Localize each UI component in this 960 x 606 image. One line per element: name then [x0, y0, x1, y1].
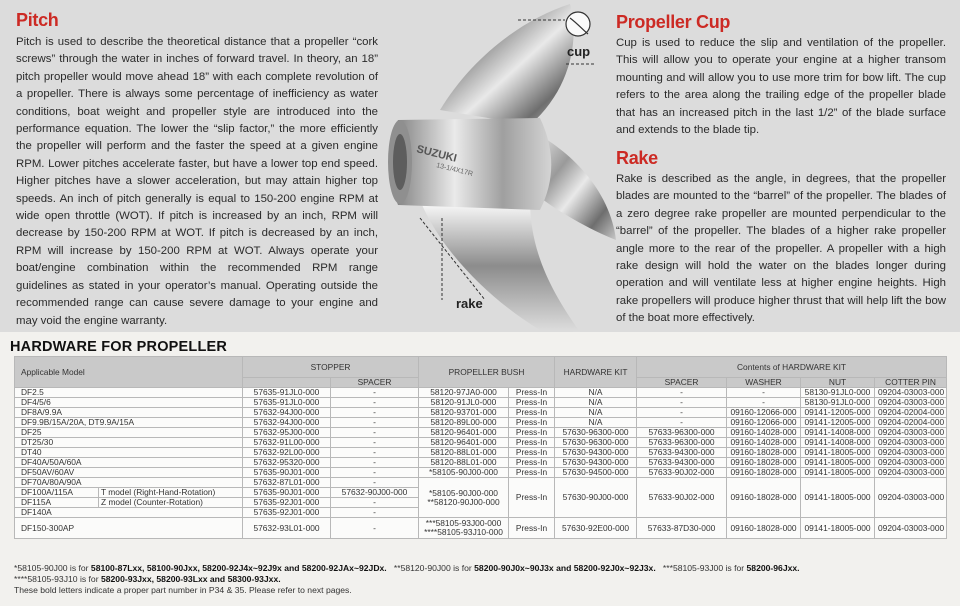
rake-title: Rake [616, 148, 658, 168]
table-row: DT40 57632-92L00-000 - 58120-88L01-000 Press-In 57630-94300-000 57633-94300-000 09160-18028-000 09141-18005-000 09204-03003-000 [15, 448, 947, 458]
cup-text: Cup is used to reduce the slip and ventilation of the propeller. This will allow you to operate your engine at a higher transom mounting and will allow you to use more trim for bow lift. The cup refers to the area along the trailing edge of the propeller blade that has an increased pitch in the last 1/2” of the blade surface and extends to the blade tip. [616, 37, 946, 137]
header-spacer: SPACER [331, 378, 419, 388]
header-stopper-part [243, 378, 331, 388]
cup-label: cup [567, 44, 591, 59]
table-header-row [15, 357, 947, 378]
hardware-title: HARDWARE FOR PROPELLER [10, 339, 228, 355]
footnote-line: These bold letters indicate a proper part number in P34 & 35. Please refer to next pages. [14, 585, 352, 595]
table-row: DF40A/50A/60A 57632-95320-000 - 58120-88L01-000 Press-In 57630-94300-000 57633-94300-000 09160-18028-000 09141-18005-000 09204-03003-000 [15, 458, 947, 468]
footnote-line: *58105-90J00 is for 58100-87Lxx, 58100-90Jxx, 58200-92J4x~92J9x and 58200-92JAx~92JDx. **58120-90J00 is for 58200-90J0x~90J3x and 58200-92J0x~92J3x. ***58105-93J00 is for 58200-96Jxx. [14, 563, 800, 573]
table-row: DF50AV/60AV 57635-90J01-000 - *58105-90J00-000 Press-In 57630-94500-000 57633-90J02-000 09160-18028-000 09141-18005-000 09204-03003-000 [15, 468, 947, 478]
table-row: DT25/30 57632-91L00-000 - 58120-96401-000 Press-In 57630-96300-000 57633-96300-000 09160-14028-000 09141-14008-000 09204-03003-000 [15, 438, 947, 448]
footnotes [14, 563, 954, 596]
table-row: DF115A Z model (Counter-Rotation) 57635-92J01-000 - [15, 498, 947, 508]
pitch-title: Pitch [16, 10, 59, 30]
table-row: DF100A/115A T model (Right-Hand-Rotation) 57635-90J01-000 57632-90J00-000 [15, 488, 947, 498]
rake-text: Rake is described as the angle, in degrees, that the propeller blades are mounted to the “barrel” of the propeller. The blades of a zero degree rake propeller are mounted perpendicular to the “barrel” of the propeller. The blades of a higher rake propeller angle more to the rear of the propeller. A propeller with a high rake design will hold the water on the blades longer during operation and will ventilate less at higher engine heights. High rake propellers will produce higher thrust that will help lift the bow of the boat more effectively. [616, 173, 946, 325]
hardware-table [14, 356, 947, 539]
header-model: Applicable Model [15, 357, 243, 388]
header-nut: NUT [801, 378, 875, 388]
header-pin: COTTER PIN [875, 378, 947, 388]
table-row: DF150-300AP 57632-93L01-000 - ***58105-93J00-000 ****58105-93J10-000 Press-In 57630-92E00-000 57633-87D30-000 09160-18028-000 09141-18005-000 09204-03003-000 [15, 518, 947, 539]
footnote-line: ****58105-93J10 is for 58200-93Jxx, 58200-93Lxx and 58300-93Jxx. [14, 574, 281, 584]
propeller-code-text: 13-1/4X17R [435, 162, 474, 178]
table-row: DF70A/80A/90A 57632-87L01-000 - *58105-90J00-000 **58120-90J00-000 Press-In 57630-90J00-000 57633-90J02-000 09160-18028-000 09141-18005-000 09204-03003-000 [15, 478, 947, 488]
table-row: DF2.5 57635-91JL0-000 - 58120-97JA0-000 Press-In N/A - - 58130-91JL0-000 09204-03003-000 [15, 388, 947, 398]
table-row: DF8A/9.9A 57632-94J00-000 - 58120-93701-000 Press-In N/A - 09160-12066-000 09141-12005-000 09204-02004-000 [15, 408, 947, 418]
header-bush: PROPELLER BUSH [419, 357, 555, 388]
pitch-text: Pitch is used to describe the theoretical distance that a propeller “cork screws” through the water in inches of forward travel. In theory, an 18” pitch propeller would move ahead 18” with each complete revolution of a propeller. There is always some percentage of inefficiency as water conditions, boat weight and propeller style are introduced into the performance equation. The lower the “slip factor,” the more efficiently the propeller will perform and the faster the speed at a given engine RPM. Lower pitches accelerate faster, but have a lower top end speed. Higher pitches have a slower acceleration, but may attain higher top speeds. An inch of pitch generally is equal to 150-200 engine RPM at wide open throttle (WOT). If pitch is increased by an inch, RPM will decrease by 150-200 RPM at WOT. If pitch is decreased by an inch, RPM will increase by 150-200 RPM at WOT. Always operate your boat/engine combination within the recommended RPM range guidelines as stated in your operator’s manual. Operating outside the recommended range can cause severe damage to your engine and may void the engine warranty. [16, 36, 378, 327]
table-row: DF9.9B/15A/20A, DT9.9A/15A 57632-94J00-000 - 58120-89L00-000 Press-In N/A - 09160-12066-000 09141-12005-000 09204-02004-000 [15, 418, 947, 428]
header-kit: HARDWARE KIT [555, 357, 637, 388]
table-row: DF140A 57635-92J01-000 - [15, 508, 947, 518]
cup-title: Propeller Cup [616, 12, 731, 32]
header-contents: Contents of HARDWARE KIT [637, 357, 947, 378]
rake-label: rake [456, 296, 483, 311]
table-row: DF25 57632-95J00-000 - 58120-96401-000 Press-In 57630-96300-000 57633-96300-000 09160-14028-000 09141-14008-000 09204-03003-000 [15, 428, 947, 438]
propeller-brand-text: SUZUKI [415, 143, 458, 165]
table-row: DF4/5/6 57635-91JL0-000 - 58120-91JL0-000 Press-In N/A - - 58130-91JL0-000 09204-03003-000 [15, 398, 947, 408]
header-washer: WASHER [727, 378, 801, 388]
header-kit-spacer: SPACER [637, 378, 727, 388]
header-stopper: STOPPER [243, 357, 419, 378]
